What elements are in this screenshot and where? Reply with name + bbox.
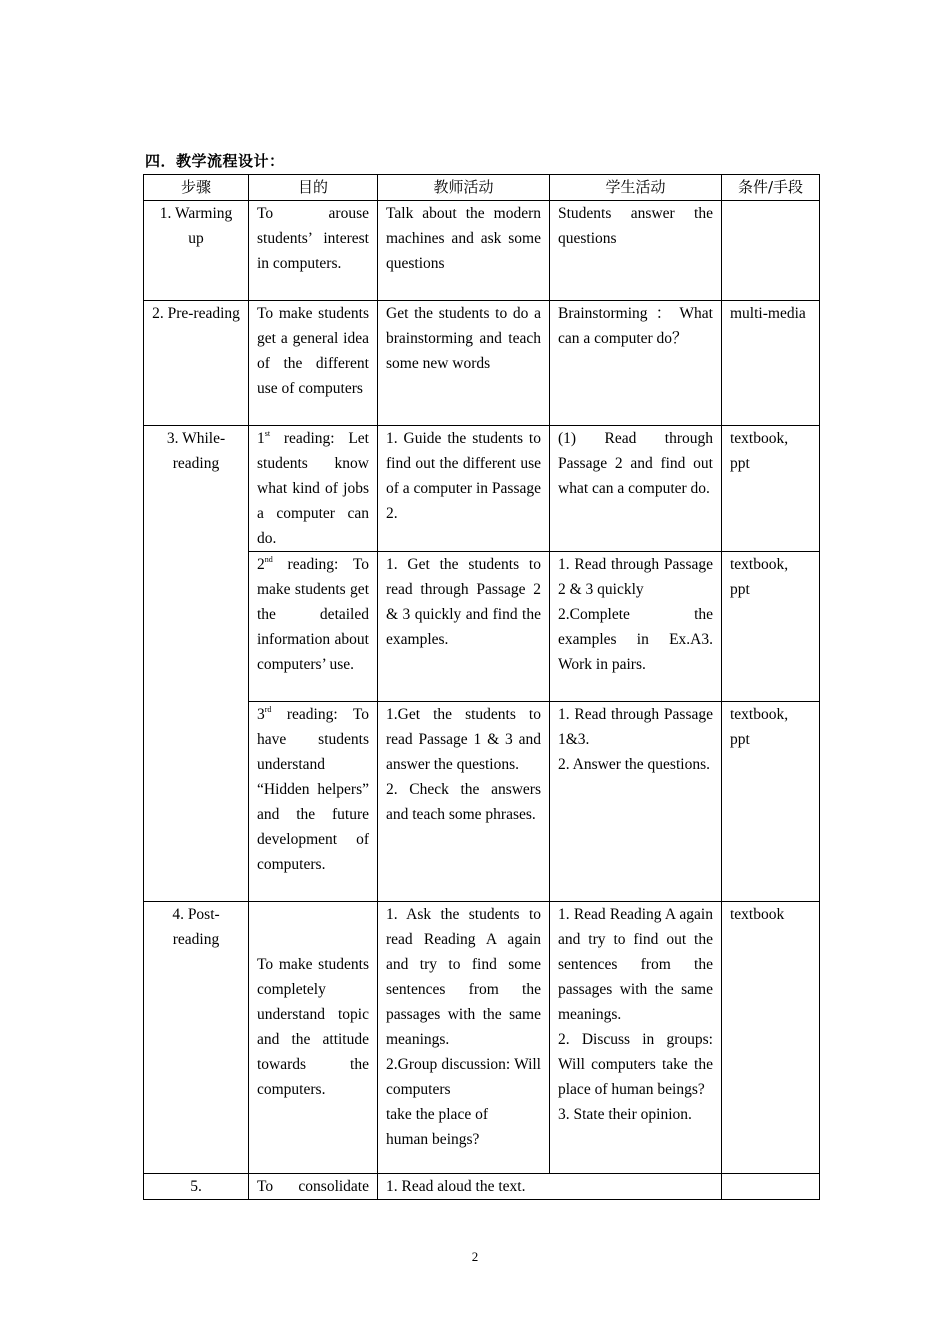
teacher-activity-cell xyxy=(378,702,550,902)
activity-line: 1. Read through Passage 2 & 3 quickly xyxy=(558,556,713,598)
step-cell: 4. Post-reading xyxy=(144,902,249,1174)
student-activity-cell xyxy=(550,702,722,902)
purpose-cell: To consolidate xyxy=(249,1174,378,1200)
teacher-activity-cell: Talk about the modern machines and ask some questions xyxy=(378,201,550,301)
means-cell: textbook, ppt xyxy=(722,426,820,552)
table-row xyxy=(144,1174,820,1200)
step-cell: 3. While-reading xyxy=(144,426,249,902)
activity-line: 1. Ask the students to read Reading A again and try to find some sentences from the passages with the same meanings. xyxy=(386,906,541,1048)
student-activity-cell: Brainstorming：What can a computer do？ xyxy=(550,301,722,426)
step-cell: 1. Warming up xyxy=(144,201,249,301)
purpose-text: reading: To make students get the detailed information about computers’ use. xyxy=(257,556,369,673)
activity-line: 1. Read through Passage 1&3. xyxy=(558,706,713,748)
student-activity-cell xyxy=(550,552,722,702)
activity-line: human beings? xyxy=(386,1131,480,1148)
means-cell: textbook, ppt xyxy=(722,702,820,902)
ordinal-suffix: st xyxy=(264,429,271,438)
section-heading: 四．教学流程设计： xyxy=(145,152,285,170)
purpose-cell xyxy=(249,552,378,702)
purpose-cell xyxy=(249,702,378,902)
student-activity-cell: Students answer the questions xyxy=(550,201,722,301)
activity-line: take the place of xyxy=(386,1106,488,1123)
purpose-text: reading: To have students understand “Hidden helpers” and the future development of computers. xyxy=(257,706,369,873)
teacher-activity-cell: 1. Get the students to read through Passage 2 & 3 quickly and find the examples. xyxy=(378,552,550,702)
reading-ordinal: 3 xyxy=(257,706,265,723)
purpose-cell: To arouse students’ interest in computers. xyxy=(249,201,378,301)
activity-line: 3. State their opinion. xyxy=(558,1106,692,1123)
teacher-activity-cell: 1. Guide the students to find out the different use of a computer in Passage 2. xyxy=(378,426,550,552)
ordinal-suffix: nd xyxy=(264,555,273,564)
ordinal-suffix: rd xyxy=(264,705,272,714)
header-step: 步骤 xyxy=(144,175,249,201)
header-student-activity: 学生活动 xyxy=(550,175,722,201)
student-activity-cell xyxy=(550,902,722,1174)
reading-ordinal: 1 xyxy=(257,430,265,447)
means-cell: textbook, ppt xyxy=(722,552,820,702)
activity-line: 1. Read Reading A again and try to find out the sentences from the passages with the same meanings. xyxy=(558,906,713,1023)
purpose-cell: To make students completely understand topic and the attitude towards the computers. xyxy=(249,902,378,1174)
header-means: 条件/手段 xyxy=(722,175,820,201)
step-cell: 5. xyxy=(144,1174,249,1200)
header-teacher-activity: 教师活动 xyxy=(378,175,550,201)
means-cell: textbook xyxy=(722,902,820,1174)
page-number: 2 xyxy=(471,1249,479,1264)
activity-line: 1.Get the students to read Passage 1 & 3 and answer the questions. xyxy=(386,706,541,773)
student-activity-cell: (1) Read through Passage 2 and find out what can a computer do. xyxy=(550,426,722,552)
table-row xyxy=(144,902,820,1174)
means-cell xyxy=(722,201,820,301)
table-row xyxy=(144,426,820,552)
activity-line: 2. Discuss in groups: Will computers take the place of human beings? xyxy=(558,1031,713,1098)
header-purpose: 目的 xyxy=(249,175,378,201)
teacher-activity-cell xyxy=(378,902,550,1174)
table-row xyxy=(144,301,820,426)
teaching-process-table xyxy=(143,174,820,1200)
purpose-text: reading: Let students know what kind of jobs a computer can do. xyxy=(257,430,369,547)
table-header-row xyxy=(144,175,820,201)
step-cell: 2. Pre-reading xyxy=(144,301,249,426)
purpose-cell xyxy=(249,426,378,552)
table-row xyxy=(144,201,820,301)
activity-line: 2. Answer the questions. xyxy=(558,756,710,773)
purpose-cell: To make students get a general idea of the different use of computers xyxy=(249,301,378,426)
reading-ordinal: 2 xyxy=(257,556,265,573)
means-cell: multi-media xyxy=(722,301,820,426)
activity-line: 2.Complete the examples in Ex.A3. Work in pairs. xyxy=(558,606,713,673)
teacher-activity-cell: 1. Read aloud the text. xyxy=(378,1174,722,1200)
means-cell xyxy=(722,1174,820,1200)
teacher-activity-cell: Get the students to do a brainstorming and teach some new words xyxy=(378,301,550,426)
activity-line: 2. Check the answers and teach some phrases. xyxy=(386,781,541,823)
activity-line: 2.Group discussion: Will computers xyxy=(386,1056,541,1098)
